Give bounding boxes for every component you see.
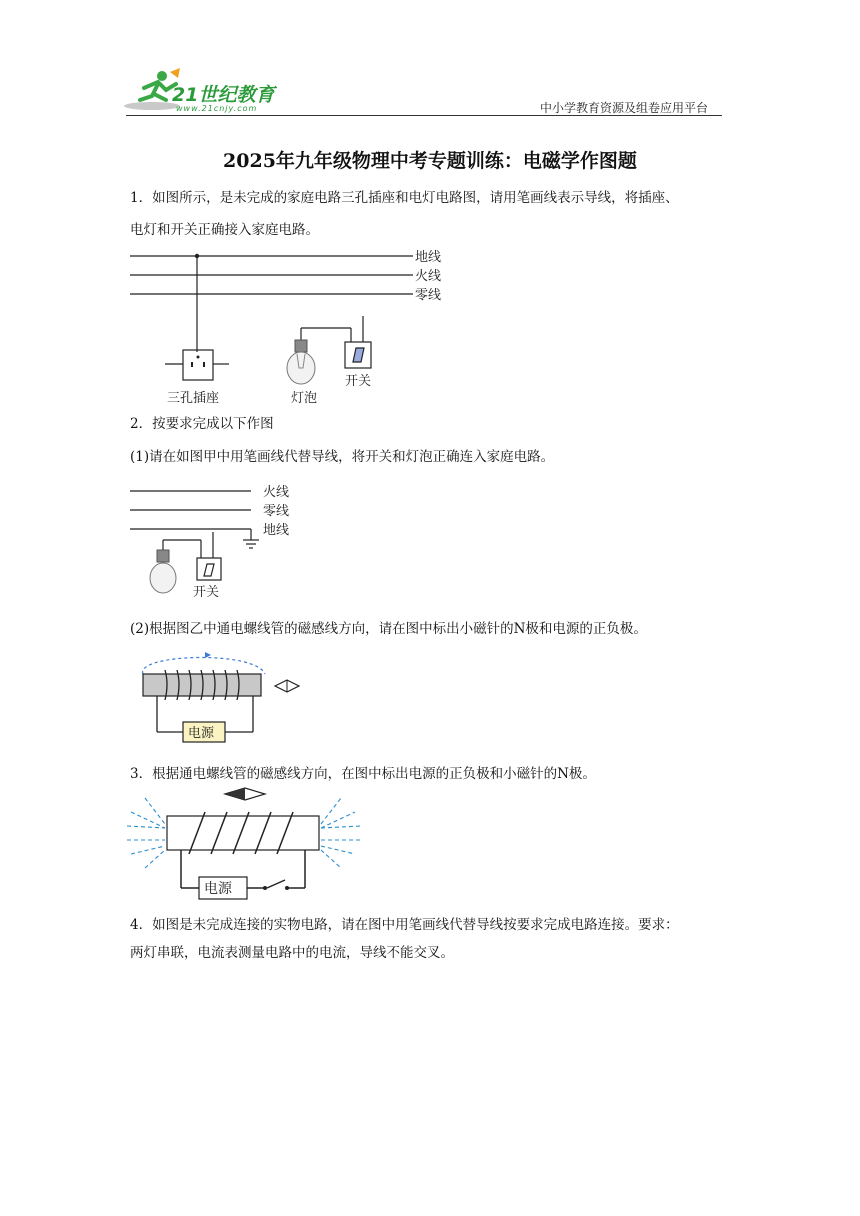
q1-bulb-icon: [287, 340, 315, 384]
q1-label-ground: 地线: [415, 250, 442, 265]
q1-circuit-diagram: [125, 244, 465, 410]
platform-name: 中小学教育资源及组卷应用平台: [540, 101, 709, 115]
q1-line1: 1．如图所示，是未完成的家庭电路三孔插座和电灯电路图，请用笔画线表示导线，将插座、: [130, 190, 679, 206]
logo-url: www.21cnjy.com: [176, 104, 258, 113]
q2-label-live: 火线: [263, 485, 290, 500]
q2-bulb-icon: [150, 550, 176, 593]
logo-text: 21世纪教育: [172, 84, 275, 106]
q1-label-switch: 开关: [345, 374, 372, 389]
q1-label-neutral: 零线: [415, 288, 442, 303]
q1-label-live: 火线: [415, 269, 442, 284]
q2-solenoid-diagram: [125, 648, 315, 748]
q2-sub1: (1)请在如图甲中用笔画线代替导线，将开关和灯泡正确连入家庭电路。: [130, 449, 555, 465]
q3-solenoid-diagram: [125, 784, 365, 904]
header-divider: [126, 115, 722, 116]
q2-label-switch: 开关: [193, 585, 220, 600]
q2-circuit-diagram-a: [125, 478, 315, 602]
q4-line1: 4．如图是未完成连接的实物电路，请在图中用笔画线代替导线按要求完成电路连接。要求：: [130, 917, 679, 933]
q2-label-ground: 地线: [263, 523, 290, 538]
q1-label-socket: 三孔插座: [167, 391, 220, 406]
q4-line2: 两灯串联，电流表测量电路中的电流，导线不能交叉。: [130, 945, 454, 961]
q2-line1: 2．按要求完成以下作图: [130, 416, 274, 432]
q3-power-label: 电源: [204, 881, 232, 897]
q1-line2: 电灯和开关正确接入家庭电路。: [130, 222, 319, 238]
page-title: 2025年九年级物理中考专题训练：电磁学作图题: [223, 150, 637, 172]
q1-label-bulb: 灯泡: [291, 391, 318, 406]
q3-line1: 3．根据通电螺线管的磁感线方向，在图中标出电源的正负极和小磁针的N极。: [130, 766, 596, 782]
q2-power-label: 电源: [188, 726, 215, 741]
q2-label-neutral: 零线: [263, 504, 290, 519]
q2-sub2: (2)根据图乙中通电螺线管的磁感线方向，请在图中标出小磁针的N极和电源的正负极。: [130, 621, 647, 637]
